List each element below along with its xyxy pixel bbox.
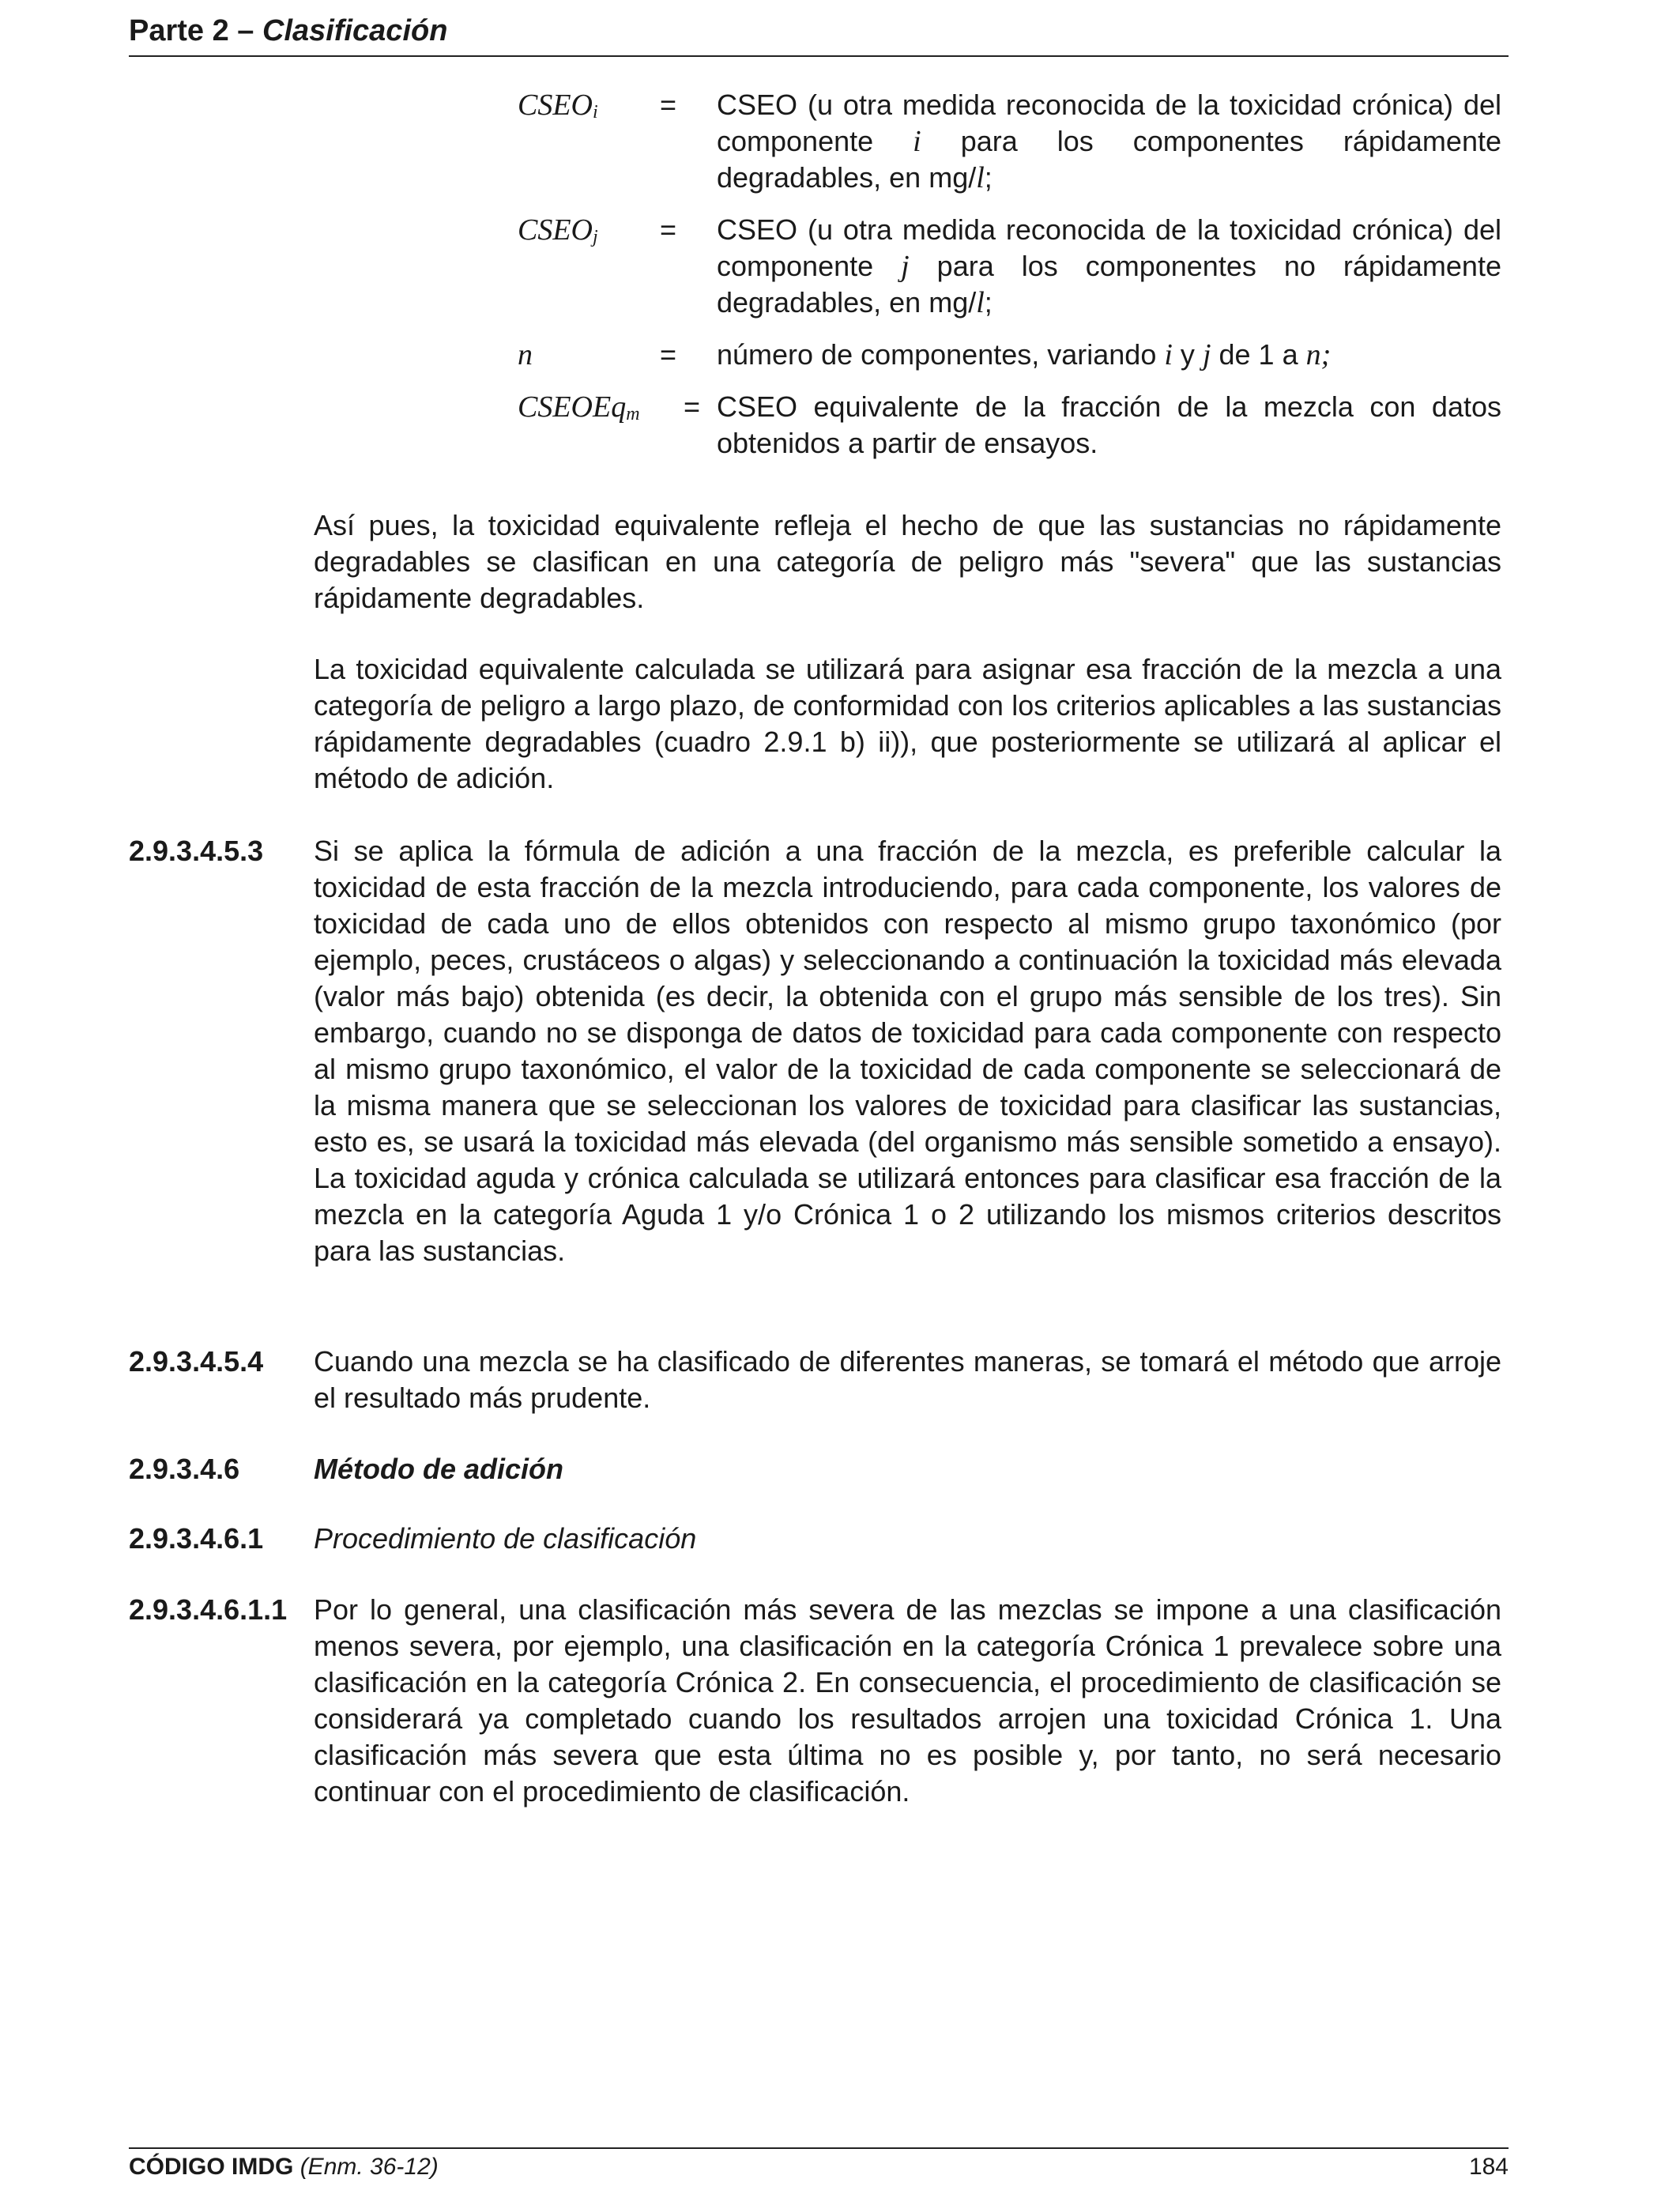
paragraph-equivalent-toxicity: Así pues, la toxicidad equivalente refleja el hecho de que las sustancias no rápidamente degradables se clasifican en una categoría de peligro más "severa" que las sustancias rápidamente degradables. <box>314 509 1501 614</box>
section-text: Por lo general, una clasificación más severa de las mezclas se impone a una clasificación menos severa, por ejemplo, una clasificación en la categoría Crónica 1 prevalece sobre una clasificación en la categoría Crónica 2. En consecuencia, el procedimiento de clasificación se considerará ya completado cuando los resultados arrojen una toxicidad Crónica 1. Una clasificación más severa que esta última no es posible y, por tanto, no será necesario continuar con el procedimiento de clasificación. <box>314 1593 1501 1808</box>
section-2-9-3-4-6-1 <box>129 1521 1501 1557</box>
section-2-9-3-4-6-1-1 <box>129 1592 1501 1810</box>
definition-text: número de componentes, variando i y j de 1 a n; <box>717 338 1332 371</box>
section-2-9-3-4-5-4 <box>129 1344 1501 1416</box>
part-title: Clasificación <box>262 14 448 47</box>
page-header <box>129 14 1509 57</box>
footer-edition: (Enm. 36-12) <box>299 2154 439 2180</box>
section-2-9-3-4-6 <box>129 1451 1501 1487</box>
symbol: CSEOEq <box>518 390 627 424</box>
equals-sign: = <box>660 89 677 121</box>
section-number: 2.9.3.4.6.1 <box>129 1522 264 1555</box>
equals-sign: = <box>660 213 677 246</box>
section-text: Si se aplica la fórmula de adición a una fracción de la mezcla, es preferible calcular la toxicidad de esta fracción de la mezcla introduciendo, para cada componente, los valores de toxicidad de cada uno de ellos obtenidos con respecto al mismo grupo taxonómico (por ejemplo, peces, crustáceos o algas) y seleccionando a continuación la toxicidad más elevada (valor más bajo) obtenida (es decir, la obtenida con el grupo más sensible de los tres). Sin embargo, cuando no se disponga de datos de toxicidad para cada componente con respecto al mismo grupo taxonómico, el valor de la toxicidad de cada componente se seleccionará de la misma manera que se seleccionan los valores de toxicidad para clasificar las sustancias, esto es, se usará la toxicidad más elevada (del organismo más sensible sometido a ensayo). La toxicidad aguda y crónica calculada se utilizará entonces para clasificar esa fracción de la mezcla en la categoría Aguda 1 y/o Crónica 1 o 2 utilizando los mismos criterios descritos para las sustancias. <box>314 835 1501 1267</box>
section-number: 2.9.3.4.5.3 <box>129 835 264 867</box>
equals-sign: = <box>660 338 677 371</box>
definition-text: CSEO equivalente de la fracción de la mezcla con datos obtenidos a partir de ensayos. <box>717 390 1501 459</box>
section-heading: Procedimiento de clasificación <box>314 1522 697 1555</box>
page-footer <box>129 2147 1509 2181</box>
section-heading: Método de adición <box>314 1453 564 1485</box>
symbol-subscript: i <box>593 102 598 123</box>
symbol: CSEO <box>518 89 593 122</box>
footer-code: CÓDIGO IMDG <box>129 2154 294 2180</box>
symbol-subscript: m <box>626 404 640 424</box>
section-2-9-3-4-5-3 <box>129 833 1501 1269</box>
definition-cseo-i <box>518 87 1501 196</box>
section-number: 2.9.3.4.6.1.1 <box>129 1593 288 1626</box>
definitions-list <box>518 87 1501 477</box>
symbol: n <box>518 338 533 371</box>
section-number: 2.9.3.4.5.4 <box>129 1345 264 1378</box>
section-text: Cuando una mezcla se ha clasificado de diferentes maneras, se tomará el método que arroje el resultado más prudente. <box>314 1345 1501 1414</box>
symbol: CSEO <box>518 213 593 247</box>
definition-text: CSEO (u otra medida reconocida de la toxicidad crónica) del componente j para los componentes no rápidamente degradables, en mg/l; <box>717 213 1501 319</box>
paragraph-calculated-toxicity: La toxicidad equivalente calculada se utilizará para asignar esa fracción de la mezcla a una categoría de peligro a largo plazo, de conformidad con los criterios aplicables a las sustancias rápidamente degradables (cuadro 2.9.1 b) ii)), que posteriormente se utilizará al aplicar el método de adición. <box>314 653 1501 794</box>
symbol-subscript: j <box>593 227 598 247</box>
page-number: 184 <box>1468 2154 1509 2180</box>
definition-cseo-j <box>518 212 1501 321</box>
definition-n <box>518 337 1501 373</box>
definition-text: CSEO (u otra medida reconocida de la toxicidad crónica) del componente i para los componentes rápidamente degradables, en mg/l; <box>717 89 1501 194</box>
part-label: Parte 2 – <box>129 14 262 47</box>
definition-cseoeq-m <box>518 389 1501 462</box>
equals-sign: = <box>684 390 701 423</box>
section-number: 2.9.3.4.6 <box>129 1453 240 1485</box>
